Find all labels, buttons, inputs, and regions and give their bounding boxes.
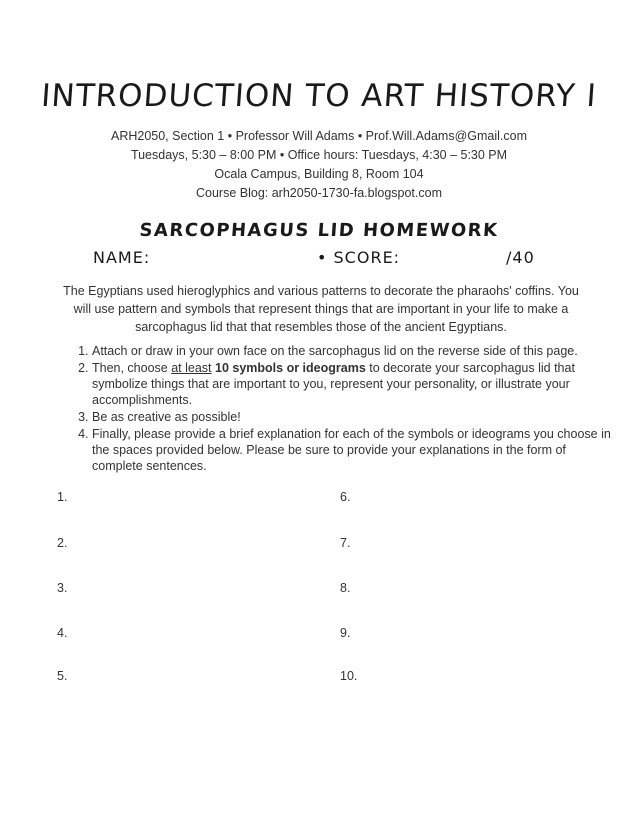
course-schedule-line: Tuesdays, 5:30 – 8:00 PM • Office hours: Tuesdays, 4:30 – 5:30 PM	[130, 148, 508, 162]
bold-text: 10 symbols or ideograms	[215, 361, 366, 375]
instruction-item	[92, 426, 614, 474]
answer-number: 10.	[340, 669, 358, 683]
answer-number: 1.	[57, 490, 68, 504]
answer-number: 9.	[340, 626, 351, 640]
instruction-item	[92, 343, 614, 359]
underlined-text: at least	[171, 361, 212, 375]
answer-number: 4.	[57, 626, 68, 640]
answer-number: 7.	[340, 536, 351, 550]
answer-number: 5.	[57, 669, 68, 683]
instructions-list	[66, 343, 614, 475]
answer-number: 3.	[57, 581, 68, 595]
course-info	[0, 127, 638, 203]
name-score-row	[93, 248, 543, 272]
intro-paragraph: The Egyptians used hieroglyphics and various patterns to decorate the pharaohs' coffins. You will use pattern and symbols that represent things that are important in your life to make a sarcophagus lid that that resembles those of the ancient Egyptians.	[63, 284, 579, 334]
homework-title: SARCOPHAGUS LID HOMEWORK	[138, 220, 500, 241]
instruction-item	[92, 409, 614, 425]
instruction-text: Be as creative as possible!	[92, 410, 241, 424]
name-label: NAME:	[93, 248, 151, 267]
instruction-text: Attach or draw in your own face on the sarcophagus lid on the reverse side of this page.	[92, 344, 578, 358]
course-section-line: ARH2050, Section 1 • Professor Will Adams • Prof.Will.Adams@Gmail.com	[110, 129, 527, 143]
answer-number: 2.	[57, 536, 68, 550]
course-blog-line: Course Blog: arh2050-1730-fa.blogspot.com	[196, 186, 442, 200]
instruction-item	[92, 360, 614, 408]
answer-number: 8.	[340, 581, 351, 595]
course-location-line: Ocala Campus, Building 8, Room 104	[214, 167, 424, 181]
page-title: INTRODUCTION TO ART HISTORY I	[40, 78, 598, 114]
instruction-text: Then, choose	[92, 361, 172, 375]
answer-number: 6.	[340, 490, 351, 504]
score-total: /40	[506, 248, 535, 267]
score-label: • SCORE:	[317, 248, 401, 267]
instruction-text: Finally, please provide a brief explanation for each of the symbols or ideograms you choose in the spaces provided below. Please be sure to provide your explanations in the form of complete sentences.	[92, 427, 611, 473]
instruction-text: to decorate your sarcophagus lid that symbolize things that are important to you, represent your personality, or illustrate your accomplishments.	[92, 361, 575, 407]
